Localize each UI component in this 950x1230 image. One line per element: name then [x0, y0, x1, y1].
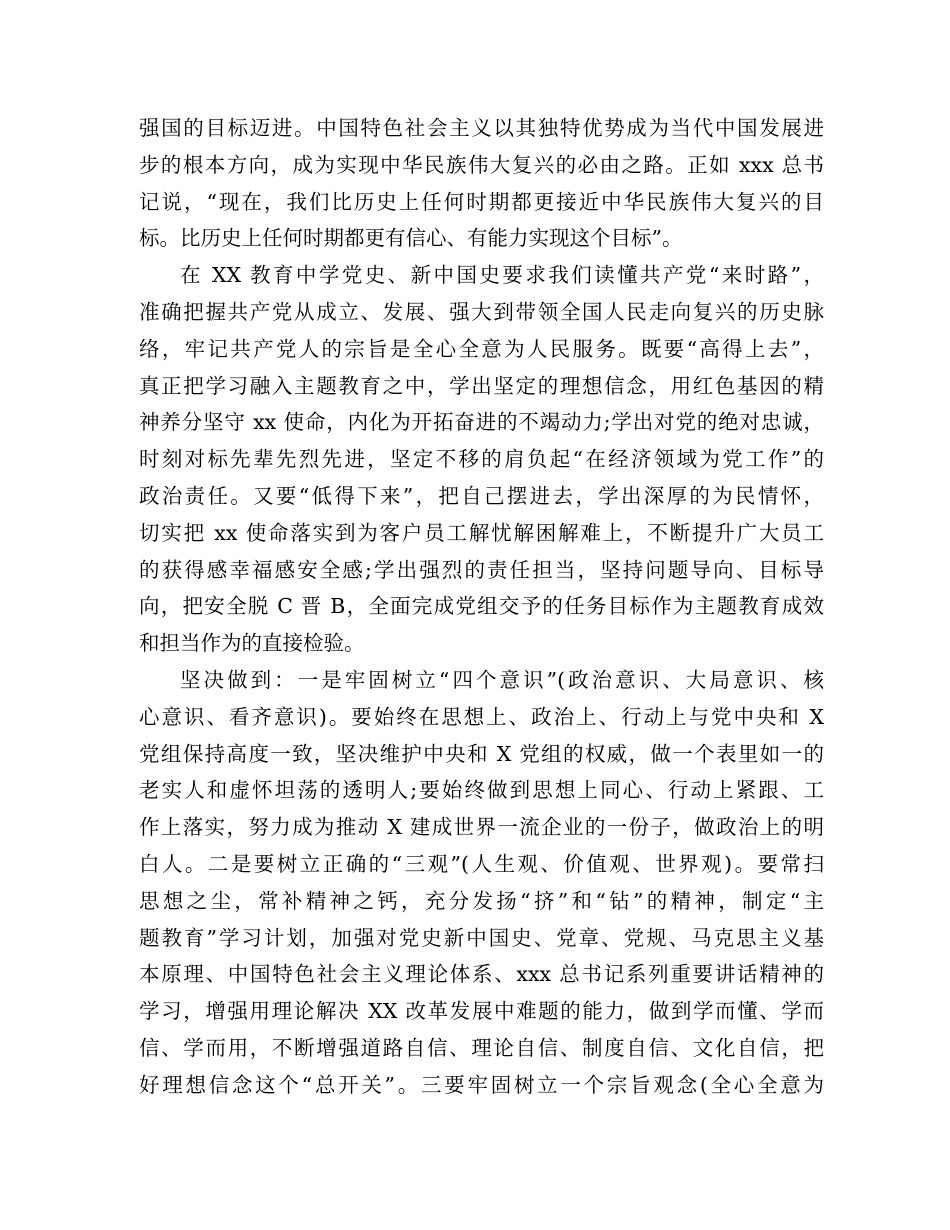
text-line: 步的根本方向，成为实现中华民族伟大复兴的必由之路。正如 xxx 总书: [139, 152, 824, 177]
text-line: 向，把安全脱 C 晋 B，全面完成党组交予的任务目标作为主题教育成效: [139, 594, 824, 619]
text-line: 学习，增强用理论解决 XX 改革发展中难题的能力，做到学而懂、学而: [139, 999, 824, 1024]
text-line: 党组保持高度一致，坚决维护中央和 X 党组的权威，做一个表里如一的: [139, 741, 824, 766]
text-line: 强国的目标迈进。中国特色社会主义以其独特优势成为当代中国发展进: [139, 116, 824, 140]
text-line: 思想之尘，常补精神之钙，充分发扬“挤”和“钻”的精神，制定“主: [139, 888, 824, 913]
paragraph-1: [139, 110, 824, 257]
text-line: 在 XX 教育中学党史、新中国史要求我们读懂共产党“来时路”，: [180, 263, 824, 288]
text-line: 作上落实，努力成为推动 X 建成世界一流企业的一份子，做政治上的明: [139, 815, 824, 840]
text-line: 时刻对标先辈先烈先进，坚定不移的肩负起“在经济领域为党工作”的: [139, 447, 824, 472]
text-line: 的获得感幸福感安全感;学出强烈的责任担当，坚持问题导向、目标导: [139, 557, 824, 582]
text-line: 题教育”学习计划，加强对党史新中国史、党章、党规、马克思主义基: [139, 925, 824, 950]
document-body: [139, 110, 824, 1104]
text-line: 和担当作为的直接检验。: [139, 631, 365, 656]
text-line: 白人。二是要树立正确的“三观”(人生观、价值观、世界观)。要常扫: [139, 851, 824, 876]
text-line: 神养分坚守 xx 使命，内化为开拓奋进的不竭动力;学出对党的绝对忠诚，: [139, 410, 824, 435]
text-line: 坚决做到：一是牢固树立“四个意识”(政治意识、大局意识、核: [180, 667, 824, 692]
text-line: 心意识、看齐意识)。要始终在思想上、政治上、行动上与党中央和 X: [139, 704, 824, 729]
text-line: 老实人和虚怀坦荡的透明人;要始终做到思想上同心、行动上紧跟、工: [139, 778, 824, 803]
paragraph-3: [139, 662, 824, 1104]
text-line: 络，牢记共产党人的宗旨是全心全意为人民服务。既要“高得上去”，: [139, 336, 824, 361]
text-line: 标。比历史上任何时期都更有信心、有能力实现这个目标”。: [139, 226, 683, 251]
text-line: 政治责任。又要“低得下来”，把自己摆进去，学出深厚的为民情怀，: [139, 483, 824, 508]
paragraph-2: [139, 257, 824, 662]
text-line: 准确把握共产党从成立、发展、强大到带领全国人民走向复兴的历史脉: [139, 299, 824, 324]
text-line: 记说，“现在，我们比历史上任何时期都更接近中华民族伟大复兴的目: [139, 189, 824, 214]
text-line: 本原理、中国特色社会主义理论体系、xxx 总书记系列重要讲话精神的: [139, 962, 824, 987]
text-line: 真正把学习融入主题教育之中，学出坚定的理想信念，用红色基因的精: [139, 373, 824, 398]
text-line: 信、学而用，不断增强道路自信、理论自信、制度自信、文化自信，把: [139, 1035, 824, 1060]
text-line: 好理想信念这个“总开关”。三要牢固树立一个宗旨观念(全心全意为: [139, 1072, 824, 1097]
text-line: 切实把 xx 使命落实到为客户员工解忧解困解难上，不断提升广大员工: [139, 520, 824, 545]
